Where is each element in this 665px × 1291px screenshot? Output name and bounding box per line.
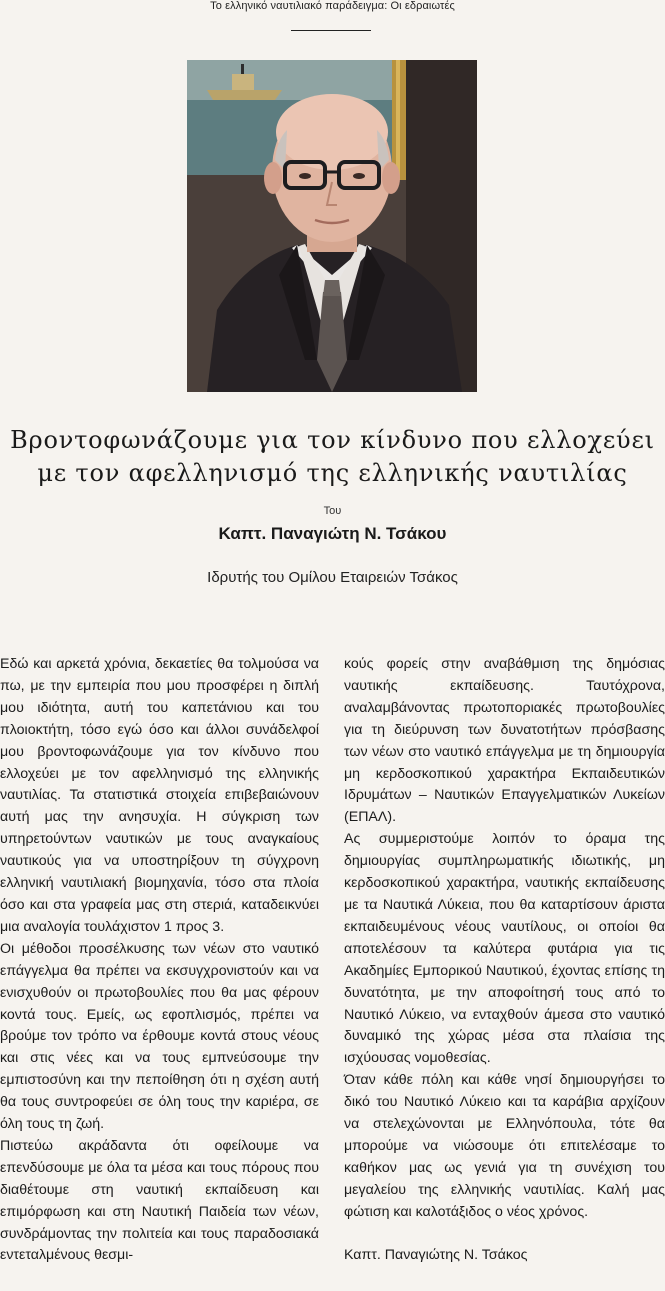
paragraph: Εδώ και αρκετά χρόνια, δεκαετίες θα τολμούσα να πω, με την εμπειρία που μου προσφέρει η διπλή μου ιδιότητα, αυτή του καπετάνιου και του πλοιοκτήτη, τόσο εγώ όσο και άλλοι συνάδελφοί μου βροντοφωνάζουμε για τον κίνδυνο που ελλοχεύει με τον αφελληνισμό της ελληνικής ναυτιλίας. Τα στατιστικά στοιχεία επιβεβαιώνουν αυτή μας την ανησυχία. Η σύγκριση των υπηρετούντων ναυτικών με τους αναγκαίους ναυτικούς για να υποστηρίξουν τη σύγχρονη ελληνική ναυτιλιακή βιομηχανία, τόσο στα πλοία όσο και στα γραφεία μας στη στεριά, καταδεικνύει μια αναλογία τουλάχιστον 1 προς 3. [0, 656, 319, 935]
author-role: Ιδρυτής του Ομίλου Εταιρειών Τσάκος [207, 569, 458, 586]
paragraph: Οι μέθοδοι προσέλκυσης των νέων στο ναυτικό επάγγελμα θα πρέπει να εκσυγχρονιστούν και να ενισχυθούν οι πρωτοβουλίες που θα μας φέρουν κοντά τους. Εμείς, ως εφοπλισμός, πρέπει να βρούμε τον τρόπο να έρθουμε κοντά στους νέους και στις νέες και να τους εμπνεύσουμε την εμπιστοσύνη και την πεποίθηση ότι η σχέση αυτή θα τους συντροφεύει σε όλη τους την καριέρα, σε όλη τους τη ζωή. [0, 940, 319, 1133]
portrait-illustration [187, 60, 477, 392]
right-column [344, 654, 665, 1266]
paragraph: Ας συμμεριστούμε λοιπόν το όραμα της δημιουργίας συμπληρωματικής ιδιωτικής, μη κερδοσκοπικού χαρακτήρα, ναυτικής εκπαίδευσης με τα Ναυτικά Λύκεια, που θα καταρτίσουν άριστα εκπαιδευμένους νέους ναυτίλους, οι οποίοι θα αποτελέσουν τα καλύτερα φυτάρια για τις Ακαδημίες Εμπορικού Ναυτικού, έχοντας επίσης τη δυνατότητα, με την αποφοίτησή τους από το Ναυτικό Λύκειο, να ενταχθούν άμεσα στο ναυτικό δυναμικό της χώρας μέσα στα πλαίσια της ισχύουσας νομοθεσίας. [344, 831, 665, 1067]
byline-prefix: Του [323, 505, 342, 517]
article-title-line-2: με τον αφελληνισμό της ελληνικής ναυτιλίας [37, 459, 628, 487]
signature: Καπτ. Παναγιώτης Ν. Τσάκος [344, 1246, 528, 1263]
paragraph: Όταν κάθε πόλη και κάθε νησί δημιουργήσει το δικό του Ναυτικό Λύκειο και τα καράβια αρχίζουν να στελεχώνονται με Ελληνόπουλα, τότε θα μπορούμε να νιώσουμε ότι επιτελέσαμε το καθήκον μας ως γενιά για τη συνέχιση του μεγαλείου της ελληνικής ναυτιλίας. Καλή μας φώτιση και καλοτάξιδος ο νέος χρόνος. [344, 1072, 665, 1220]
article-title [0, 424, 665, 490]
article-title-line-1: Βροντοφωνάζουμε για τον κίνδυνο που ελλοχεύει [10, 426, 655, 454]
running-head: Το ελληνικό ναυτιλιακό παράδειγμα: Οι εδραιωτές [210, 0, 455, 12]
author-portrait [187, 60, 477, 392]
paragraph: Πιστεύω ακράδαντα ότι οφείλουμε να επενδύσουμε με όλα τα μέσα και τους πόρους που διαθέτουμε στη ναυτική εκπαίδευση και επιμόρφωση και στη Ναυτική Παιδεία των νέων, συνδράμοντας την πολιτεία και τους παραδοσιακά εντεταλμένους θεσμι- [0, 1137, 319, 1264]
left-column [0, 654, 319, 1267]
header-rule [291, 30, 371, 31]
author-name: Καπτ. Παναγιώτη Ν. Τσάκου [218, 524, 447, 543]
paragraph: κούς φορείς στην αναβάθμιση της δημόσιας ναυτικής εκπαίδευσης. Ταυτόχρονα, αναλαμβάνοντας πρωτοποριακές πρωτοβουλίες για τη διεύρυνση των δυνατοτήτων πρόσβασης των νέων στο ναυτικό επάγγελμα με τη δημιουργία μη κερδοσκοπικού χαρακτήρα Εκπαιδευτικών Ιδρυμάτων – Ναυτικών Επαγγελματικών Λυκείων (ΕΠΑΛ). [344, 656, 665, 826]
